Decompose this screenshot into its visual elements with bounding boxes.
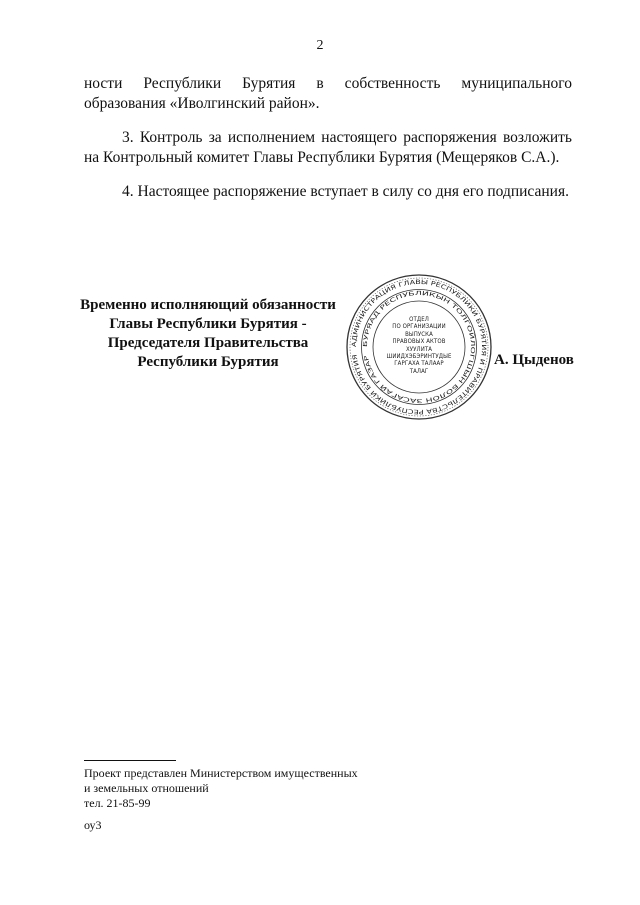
- document-code: оу3: [84, 818, 102, 832]
- signer-position-line: Председателя Правительства: [107, 335, 309, 351]
- footnote: [84, 766, 358, 811]
- footnote-line: и земельных отношений: [84, 781, 209, 795]
- seal-center-line: ПРАВОВЫХ АКТОВ: [392, 338, 446, 346]
- body-paragraph-effective-date: 4. Настоящее распоряжение вступает в силу со дня его подписания.: [122, 183, 569, 200]
- seal-center-line: ОТДЕЛ: [409, 316, 429, 323]
- body-paragraph-continuation: ности Республики Бурятия в собственность муниципального образования «Иволгинский район».: [84, 75, 572, 112]
- seal-center-line: ГАРГАХА ТАЛААР: [394, 360, 444, 368]
- footnote-line: Проект представлен Министерством имущественных: [84, 766, 358, 780]
- signer-position: [76, 296, 340, 372]
- seal-center-text: [344, 316, 494, 375]
- signer-name: А. Цыденов: [494, 352, 574, 368]
- seal-center-line: ТАЛАГ: [409, 367, 429, 375]
- seal-center-line: ШИИДХЭБЭРИНТУДЫЕ: [386, 353, 452, 361]
- signer-position-line: Главы Республики Бурятия -: [109, 316, 307, 332]
- signer-position-line: Временно исполняющий обязанности: [80, 297, 336, 313]
- seal-center-line: ХУУЛИТА: [405, 345, 433, 353]
- footnote-divider: [84, 760, 176, 761]
- seal-center-line: ВЫПУСКА: [405, 330, 433, 338]
- seal-outer-text: АДМИНИСТРАЦИЯ ГЛАВЫ РЕСПУБЛИКИ БУРЯТИЯ И ПРАВИТЕЛЬСТВА РЕСПУБЛИКИ БУРЯТИЯ: [350, 278, 488, 416]
- seal-center-line: ПО ОРГАНИЗАЦИИ: [392, 323, 446, 331]
- body-paragraph-control: 3. Контроль за исполнением настоящего распоряжения возложить на Контрольный комитет Главы Республики Бурятия (Мещеряков С.А.).: [84, 129, 572, 166]
- page-number: 2: [316, 38, 324, 53]
- signer-position-line: Республики Бурятия: [137, 354, 279, 370]
- seal-inner-text: БУРЯАД РЕСПУБЛИКЫН ТОЛГОЙЛОГШЫН БОЛОН ЗАСАГАЙ ГАЗАР: [362, 290, 476, 404]
- footnote-line: тел. 21-85-99: [84, 796, 151, 810]
- official-seal: [344, 272, 494, 422]
